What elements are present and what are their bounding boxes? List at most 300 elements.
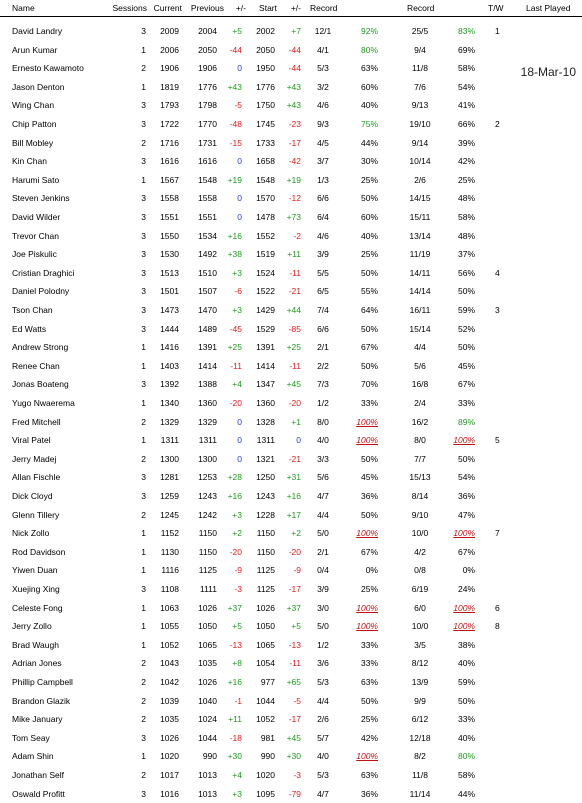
overall-pct: 44% — [457, 788, 475, 799]
session-record: 1/3 — [317, 174, 329, 185]
session-pct: 60% — [360, 81, 378, 92]
table-row — [0, 413, 582, 432]
previous-rating: 1329 — [198, 416, 217, 427]
session-pct: 40% — [360, 230, 378, 241]
diff-previous: +28 — [227, 472, 242, 483]
previous-rating: 1111 — [199, 584, 217, 594]
overall-pct: 100% — [453, 621, 475, 632]
overall-pct: 42% — [457, 156, 475, 167]
session-pct: 75% — [360, 119, 378, 129]
overall-pct: 24% — [457, 584, 475, 594]
start-rating: 1529 — [256, 323, 275, 334]
overall-record: 11/8 — [412, 770, 428, 780]
previous-rating: 1013 — [198, 770, 217, 780]
overall-pct: 100% — [453, 602, 475, 613]
tw-rank: 1 — [495, 26, 500, 36]
diff-previous: +16 — [227, 677, 242, 687]
session-pct: 30% — [360, 156, 378, 167]
diff-previous: 0 — [237, 156, 242, 167]
start-rating: 1328 — [256, 416, 275, 427]
sessions-cell: 1 — [141, 528, 146, 539]
diff-start: +25 — [286, 342, 301, 353]
previous-rating: 1150 — [198, 546, 217, 557]
overall-record: 14/11 — [409, 267, 431, 278]
diff-start: 0 — [296, 435, 301, 446]
diff-previous: 0 — [237, 416, 242, 427]
diff-previous: 0 — [237, 212, 242, 222]
start-rating: 1026 — [256, 602, 275, 613]
player-name: Ed Watts — [12, 323, 47, 334]
overall-record: 8/12 — [411, 658, 429, 669]
diff-previous: -18 — [229, 732, 242, 743]
overall-record: 11/14 — [409, 788, 431, 799]
session-record: 4/6 — [317, 230, 329, 241]
session-pct: 36% — [360, 788, 378, 799]
overall-record: 6/19 — [411, 584, 429, 594]
start-rating: 990 — [260, 751, 275, 762]
session-pct: 100% — [356, 751, 378, 762]
start-rating: 1750 — [256, 100, 275, 111]
diff-previous: 0 — [237, 453, 242, 464]
session-record: 5/0 — [317, 621, 329, 632]
current-rating: 1558 — [160, 193, 179, 204]
diff-previous: -5 — [234, 100, 242, 111]
sessions-cell: 3 — [141, 249, 146, 260]
table-row — [0, 729, 582, 748]
diff-start: -2 — [293, 230, 301, 241]
diff-previous: +5 — [232, 26, 242, 36]
table-row — [0, 208, 582, 227]
start-rating: 1150 — [256, 528, 275, 539]
table-row — [0, 654, 582, 673]
overall-pct: 40% — [457, 732, 475, 743]
diff-start: +43 — [286, 81, 301, 92]
overall-pct: 67% — [457, 546, 475, 557]
current-rating: 1473 — [160, 305, 179, 315]
session-record: 12/1 — [314, 26, 332, 36]
overall-record: 15/14 — [409, 323, 431, 334]
start-rating: 2050 — [256, 44, 275, 55]
sessions-cell: 3 — [141, 323, 146, 334]
previous-rating: 1731 — [198, 137, 217, 148]
player-name: Jason Denton — [12, 81, 65, 92]
overall-record: 15/13 — [409, 472, 431, 483]
player-name: Brandon Glazik — [12, 695, 71, 706]
overall-record: 19/10 — [409, 119, 431, 129]
previous-rating: 1150 — [198, 528, 217, 539]
overall-pct: 52% — [457, 323, 475, 334]
diff-start: +45 — [286, 732, 301, 743]
table-row — [0, 524, 582, 543]
overall-record: 7/6 — [414, 81, 426, 92]
session-record: 4/1 — [317, 44, 329, 55]
overall-pct: 50% — [457, 342, 475, 353]
player-name: Yiwen Duan — [12, 565, 58, 576]
table-row — [0, 599, 582, 618]
overall-record: 15/11 — [409, 212, 431, 222]
diff-start: -17 — [288, 584, 301, 594]
start-rating: 1050 — [256, 621, 275, 632]
diff-start: -20 — [288, 398, 301, 408]
player-name: Ernesto Kawamoto — [12, 63, 84, 74]
table-row — [0, 78, 582, 97]
sessions-cell: 1 — [141, 81, 146, 92]
current-rating: 1039 — [160, 695, 179, 706]
table-row — [0, 338, 582, 357]
overall-pct: 66% — [457, 119, 475, 129]
start-rating: 1429 — [256, 305, 275, 315]
start-rating: 1360 — [256, 398, 275, 408]
current-rating: 1063 — [160, 602, 179, 613]
session-pct: 36% — [360, 491, 378, 501]
diff-previous: +8 — [232, 658, 242, 669]
player-name: Trevor Chan — [12, 230, 59, 241]
sessions-cell: 3 — [141, 100, 146, 111]
session-record: 3/9 — [317, 249, 329, 260]
diff-previous: -15 — [229, 137, 242, 148]
previous-rating: 2050 — [198, 44, 217, 55]
sessions-cell: 2 — [141, 770, 146, 780]
overall-record: 2/4 — [414, 398, 426, 408]
current-rating: 1501 — [160, 286, 179, 297]
table-row — [0, 134, 582, 153]
diff-start: -9 — [293, 565, 301, 576]
session-pct: 33% — [360, 398, 378, 408]
current-rating: 1340 — [160, 398, 179, 408]
start-rating: 981 — [260, 732, 275, 743]
table-row — [0, 320, 582, 339]
current-rating: 1020 — [160, 751, 179, 762]
session-pct: 50% — [360, 509, 378, 520]
overall-pct: 100% — [453, 435, 475, 446]
header-record-session: Record — [310, 3, 338, 13]
session-record: 7/4 — [317, 305, 329, 315]
diff-start: -85 — [288, 323, 301, 334]
sessions-cell: 3 — [141, 305, 146, 315]
session-record: 8/0 — [317, 416, 329, 427]
sessions-cell: 2 — [141, 658, 146, 669]
overall-record: 2/6 — [414, 174, 426, 185]
sessions-cell: 2 — [141, 137, 146, 148]
player-name: Cristian Draghici — [12, 267, 75, 278]
overall-pct: 48% — [457, 230, 475, 241]
diff-previous: -20 — [229, 546, 242, 557]
session-record: 2/2 — [317, 360, 329, 371]
player-name: Phillip Campbell — [12, 677, 73, 687]
player-name: David Landry — [12, 26, 63, 36]
diff-start: -20 — [288, 546, 301, 557]
player-name: Jonas Boateng — [12, 379, 69, 390]
previous-rating: 1558 — [198, 193, 217, 204]
diff-previous: -1 — [234, 695, 242, 706]
diff-previous: +25 — [227, 342, 242, 353]
diff-start: +7 — [291, 26, 301, 36]
header-previous: Previous — [190, 3, 224, 13]
diff-previous: +16 — [227, 230, 242, 241]
overall-record: 8/0 — [414, 435, 426, 446]
table-row — [0, 22, 582, 41]
overall-record: 25/5 — [411, 26, 429, 36]
table-row — [0, 394, 582, 413]
session-pct: 33% — [360, 658, 378, 669]
table-row — [0, 152, 582, 171]
previous-rating: 1311 — [198, 435, 217, 446]
diff-previous: +16 — [227, 491, 242, 501]
player-name: Kin Chan — [12, 156, 47, 167]
diff-previous: -48 — [229, 119, 242, 129]
session-record: 3/0 — [317, 602, 329, 613]
sessions-cell: 3 — [141, 788, 146, 799]
header-record-overall: Record — [407, 3, 435, 13]
sessions-cell: 1 — [141, 44, 146, 55]
overall-record: 4/2 — [414, 546, 426, 557]
session-pct: 25% — [360, 174, 378, 185]
diff-previous: -13 — [229, 639, 242, 650]
session-pct: 100% — [356, 435, 378, 446]
table-row — [0, 710, 582, 729]
player-name: Steven Jenkins — [12, 193, 70, 204]
diff-previous: +3 — [232, 305, 242, 315]
start-rating: 1065 — [256, 639, 275, 650]
diff-start: -21 — [288, 286, 301, 297]
table-row — [0, 431, 582, 450]
header-sessions: Sessions — [112, 3, 147, 13]
table-row — [0, 189, 582, 208]
start-rating: 1478 — [256, 212, 275, 222]
previous-rating: 1024 — [198, 714, 217, 725]
diff-previous: +2 — [232, 528, 242, 539]
overall-pct: 56% — [457, 267, 475, 278]
current-rating: 1108 — [160, 584, 179, 594]
session-record: 3/3 — [317, 453, 329, 464]
overall-record: 5/6 — [414, 360, 426, 371]
start-rating: 1548 — [256, 174, 275, 185]
current-rating: 1444 — [160, 323, 179, 334]
overall-pct: 38% — [457, 639, 475, 650]
table-row — [0, 617, 582, 636]
table-row — [0, 357, 582, 376]
previous-rating: 1026 — [198, 602, 217, 613]
sessions-cell: 2 — [141, 453, 146, 464]
diff-previous: +4 — [232, 379, 242, 390]
overall-pct: 89% — [457, 416, 475, 427]
session-record: 4/0 — [317, 435, 329, 446]
session-record: 5/3 — [317, 770, 329, 780]
current-rating: 1416 — [160, 342, 179, 353]
overall-record: 9/10 — [411, 509, 429, 520]
current-rating: 1245 — [160, 509, 179, 520]
start-rating: 1150 — [256, 546, 275, 557]
diff-start: +5 — [291, 621, 301, 632]
overall-record: 8/14 — [411, 491, 429, 501]
overall-record: 9/4 — [414, 44, 426, 55]
current-rating: 1259 — [160, 491, 179, 501]
player-name: Rod Davidson — [12, 546, 66, 557]
player-name: Tom Seay — [12, 732, 50, 743]
diff-start: +1 — [291, 416, 301, 427]
table-row — [0, 673, 582, 692]
session-pct: 44% — [360, 137, 378, 148]
table-row — [0, 580, 582, 599]
overall-record: 9/13 — [411, 100, 429, 111]
overall-pct: 25% — [457, 174, 475, 185]
start-rating: 977 — [260, 677, 275, 687]
start-rating: 1570 — [256, 193, 275, 204]
player-name: Brad Waugh — [12, 639, 59, 650]
session-record: 5/0 — [317, 528, 329, 539]
session-pct: 64% — [360, 305, 378, 315]
diff-start: -42 — [288, 156, 301, 167]
current-rating: 1550 — [160, 230, 179, 241]
sessions-cell: 2 — [141, 509, 146, 520]
overall-record: 13/9 — [411, 677, 429, 687]
current-rating: 1300 — [160, 453, 179, 464]
previous-rating: 1388 — [198, 379, 217, 390]
sessions-cell: 3 — [141, 230, 146, 241]
table-row — [0, 506, 582, 525]
overall-pct: 47% — [457, 509, 475, 520]
current-rating: 1116 — [161, 565, 179, 576]
session-pct: 50% — [360, 323, 378, 334]
table-row — [0, 96, 582, 115]
player-name: Jerry Madej — [12, 453, 57, 464]
tw-rank: 7 — [495, 528, 500, 539]
tw-rank: 8 — [495, 621, 500, 632]
session-pct: 67% — [360, 342, 378, 353]
tw-rank: 5 — [495, 435, 500, 446]
diff-start: +65 — [286, 677, 301, 687]
session-pct: 63% — [360, 63, 378, 74]
player-name: Jerry Zollo — [12, 621, 52, 632]
table-row — [0, 487, 582, 506]
overall-record: 6/12 — [411, 714, 429, 725]
overall-record: 3/5 — [414, 639, 426, 650]
player-name: Yugo Nwaerema — [12, 398, 75, 408]
start-rating: 2002 — [256, 26, 275, 36]
current-rating: 1551 — [160, 212, 179, 222]
sessions-cell: 2 — [141, 63, 146, 74]
overall-pct: 58% — [457, 63, 475, 74]
player-name: Celeste Fong — [12, 602, 63, 613]
current-rating: 1311 — [160, 435, 179, 446]
diff-previous: -9 — [234, 565, 242, 576]
overall-record: 16/2 — [411, 416, 429, 427]
session-record: 4/7 — [317, 788, 329, 799]
start-rating: 1519 — [256, 249, 275, 260]
sessions-cell: 1 — [141, 398, 146, 408]
header-start: Start — [259, 3, 277, 13]
sessions-cell: 3 — [141, 584, 146, 594]
header-name: Name — [12, 3, 35, 13]
overall-pct: 36% — [457, 491, 475, 501]
start-rating: 1658 — [256, 156, 275, 167]
session-record: 4/6 — [317, 100, 329, 111]
session-record: 3/7 — [317, 156, 329, 167]
session-record: 6/4 — [317, 212, 329, 222]
overall-record: 8/2 — [414, 751, 426, 762]
session-pct: 25% — [360, 584, 378, 594]
diff-start: +31 — [286, 472, 301, 483]
session-record: 3/2 — [317, 81, 329, 92]
session-record: 4/5 — [317, 137, 329, 148]
start-rating: 1044 — [256, 695, 275, 706]
current-rating: 2006 — [160, 44, 179, 55]
overall-pct: 33% — [457, 398, 475, 408]
overall-pct: 50% — [457, 453, 475, 464]
start-rating: 1250 — [256, 472, 275, 483]
diff-start: +44 — [286, 305, 301, 315]
session-record: 5/3 — [317, 677, 329, 687]
session-record: 1/2 — [317, 398, 329, 408]
sessions-cell: 2 — [141, 714, 146, 725]
session-pct: 50% — [360, 193, 378, 204]
player-name: Fred Mitchell — [12, 416, 61, 427]
diff-previous: +30 — [227, 751, 242, 762]
player-name: Bill Mobley — [12, 137, 54, 148]
diff-previous: +11 — [228, 714, 242, 725]
previous-rating: 1470 — [198, 305, 217, 315]
overall-pct: 69% — [457, 44, 475, 55]
overall-pct: 41% — [457, 100, 475, 111]
player-name: Renee Chan — [12, 360, 60, 371]
start-rating: 1054 — [256, 658, 275, 669]
current-rating: 1281 — [160, 472, 179, 483]
previous-rating: 1050 — [198, 621, 217, 632]
session-pct: 70% — [360, 379, 378, 390]
start-rating: 1020 — [256, 770, 275, 780]
session-record: 2/6 — [317, 714, 329, 725]
previous-rating: 1616 — [198, 156, 217, 167]
current-rating: 1152 — [160, 528, 179, 539]
table-row — [0, 227, 582, 246]
previous-rating: 1065 — [198, 639, 217, 650]
player-name: Dick Cloyd — [12, 491, 53, 501]
overall-record: 14/14 — [409, 286, 431, 297]
session-pct: 25% — [360, 714, 378, 725]
player-name: Jonathan Self — [12, 770, 64, 780]
player-name: Daniel Polodny — [12, 286, 70, 297]
overall-pct: 58% — [457, 770, 475, 780]
session-pct: 45% — [360, 472, 378, 483]
sessions-cell: 3 — [141, 286, 146, 297]
sessions-cell: 3 — [141, 193, 146, 204]
overall-pct: 50% — [457, 286, 475, 297]
diff-start: +2 — [291, 528, 301, 539]
player-name: Harumi Sato — [12, 174, 60, 185]
player-name: Glenn Tillery — [12, 509, 60, 520]
diff-start: -44 — [288, 44, 301, 55]
diff-start: +43 — [286, 100, 301, 111]
table-row — [0, 785, 582, 803]
current-rating: 1819 — [160, 81, 179, 92]
start-rating: 1228 — [256, 509, 275, 520]
session-pct: 50% — [360, 267, 378, 278]
session-pct: 33% — [360, 639, 378, 650]
diff-previous: -11 — [230, 360, 242, 371]
sessions-cell: 2 — [141, 695, 146, 706]
session-record: 1/2 — [317, 639, 329, 650]
player-name: David Wilder — [12, 212, 61, 222]
overall-record: 10/0 — [411, 621, 429, 632]
overall-pct: 48% — [457, 193, 475, 204]
start-rating: 1125 — [256, 565, 275, 576]
sessions-cell: 3 — [141, 212, 146, 222]
current-rating: 1042 — [160, 677, 179, 687]
previous-rating: 1776 — [198, 81, 217, 92]
session-record: 2/1 — [317, 342, 329, 353]
session-pct: 40% — [360, 100, 378, 111]
current-rating: 1392 — [160, 379, 179, 390]
